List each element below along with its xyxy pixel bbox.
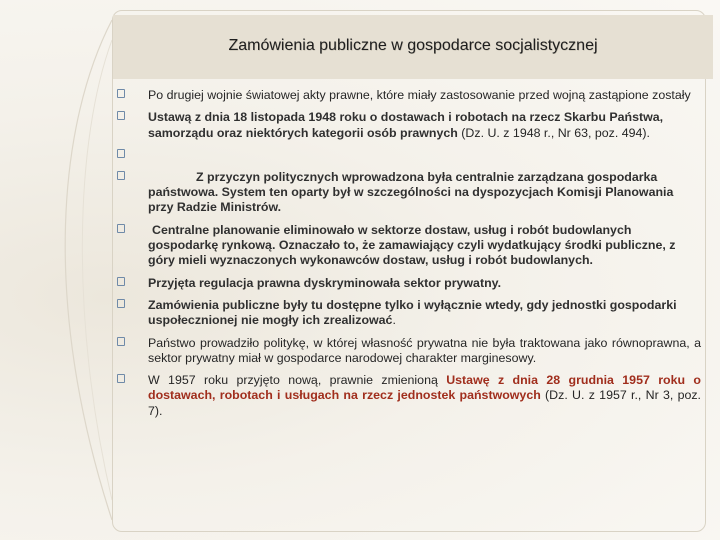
bullet-5-text: Centralne planowanie eliminowało w sektorze dostaw, usług i robót budowlanych gospodarkę rynkową. Oznaczało to, że zamawiający czyli wydatkujący środki publiczne, z góry mieli wyznaczonych wykonawców dostaw, usług i robót budowlanych.	[148, 222, 676, 268]
bullet-9-intro: W 1957 roku przyjęto nową, prawnie zmienioną	[148, 373, 447, 388]
bullet-9-citation: (Dz. U. z 1957 r., Nr 3, poz. 7).	[148, 388, 701, 418]
bullet-4	[117, 170, 701, 216]
bullet-2-bold-text: Ustawą z dnia 18 listopada 1948 roku o dostawach i robotach na rzecz Skarbu Państwa, samorządu oraz niektórych kategorii osób prawnych	[148, 110, 664, 140]
bullet-6	[117, 276, 701, 291]
bullet-square-icon	[117, 299, 125, 308]
bullet-1	[117, 88, 701, 103]
bullet-square-icon	[117, 171, 125, 180]
bullet-9-act-title: Ustawę z dnia 28 grudnia 1957 roku o dostawach, robotach i usługach na rzecz jednostek państwowych	[148, 373, 701, 403]
bullet-2-citation: (Dz. U. z 1948 r., Nr 63, poz. 494).	[457, 125, 650, 140]
bullet-square-icon	[117, 337, 125, 346]
bullet-square-icon	[117, 374, 125, 383]
bullet-3-empty	[117, 148, 701, 163]
bullet-square-icon	[117, 224, 125, 233]
bullet-8	[117, 336, 701, 367]
bullet-square-icon	[117, 111, 125, 120]
bullet-7-end: .	[392, 313, 396, 328]
bullet-7	[117, 298, 701, 329]
bullet-6-text: Przyjęta regulacja prawna dyskryminowała sektor prywatny.	[148, 275, 502, 290]
bullet-5	[117, 223, 701, 269]
bullet-1-text: Po drugiej wojnie światowej akty prawne, które miały zastosowanie przed wojną zastąpione zostały	[148, 88, 691, 102]
bullet-square-icon	[117, 277, 125, 286]
bullet-list	[117, 88, 701, 426]
bullet-square-icon	[117, 149, 125, 158]
bullet-2	[117, 110, 701, 141]
bullet-8-text: Państwo prowadziło politykę, w której własność prywatna nie była traktowana jako równoprawna, a sektor prywatny miał w gospodarce narodowej charakter marginesowy.	[148, 335, 701, 365]
bullet-7-text: Zamówienia publiczne były tu dostępne tylko i wyłącznie wtedy, gdy jednostki gospodarki uspołecznionej nie mogły ich zrealizować	[148, 297, 677, 328]
bullet-9	[117, 373, 701, 419]
bullet-square-icon	[117, 89, 125, 98]
slide-title: Zamówienia publiczne w gospodarce socjalistycznej	[228, 37, 598, 54]
bullet-4-text: Z przyczyn politycznych wprowadzona była centralnie zarządzana gospodarka państwowa. System ten oparty był w szczególności na dyspozycjach Komisji Planowania przy Radzie Ministrów.	[148, 169, 674, 215]
